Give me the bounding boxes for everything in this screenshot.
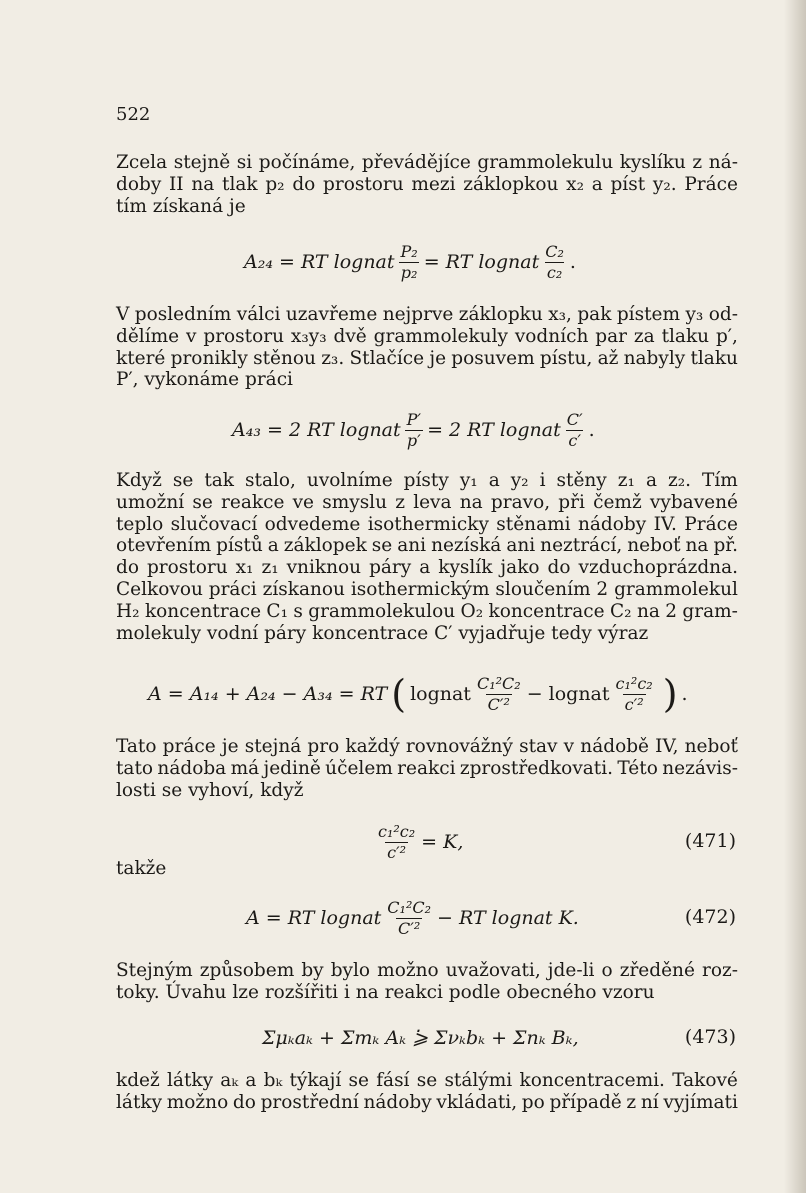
denominator: C′² [398,918,421,938]
denominator: c₂ [546,262,563,282]
equation-a43 [0,400,806,460]
text-line: toky. Úvahu lze rozšířiti i na reakci podle obecného vzoru [116,981,655,1003]
fraction [376,822,417,863]
eq-rhs: = K, [421,831,464,853]
text-line: losti se vyhoví, když [116,779,304,801]
equation-number: (471) [684,830,736,852]
equation-472 [0,888,806,948]
fraction [475,674,523,715]
eq-lhs: A = A₁₄ + A₂₄ − A₃₄ = RT [148,683,388,705]
numerator: c₁²c₂ [378,821,416,841]
text-line: takže [116,858,167,879]
text-line: Stejným způsobem by bylo možno uvažovati, jde-li o zředěné roz- [116,960,738,981]
numerator: P₂ [400,241,418,261]
numerator: C₂ [545,241,564,261]
numerator: C₁²C₂ [387,897,432,917]
equation-number: (473) [684,1026,736,1048]
equation-total-work [0,664,806,724]
equation-a24 [0,232,806,292]
fraction [399,242,420,283]
numerator: c₁²c₂ [615,673,653,693]
denominator: c′ [568,430,581,450]
eq-lhs: A₄₃ = 2 RT lognat [232,419,401,441]
paragraph-3 [116,470,738,644]
text-line: Tato práce je stejná pro každý rovnovážný stav v nádobě IV, neboť [116,736,738,757]
text-line: V posledním válci uzavřeme nejprve záklopku x₃, pak pístem y₃ od- [116,304,738,325]
eq-term: lognat [410,683,471,705]
denominator: p₂ [400,262,418,282]
paragraph-1 [116,152,738,217]
numerator: P′ [406,409,422,429]
paragraph-takze [116,858,738,880]
text-line: kdež látky aₖ a bₖ týkají se fásí se stálými koncentracemi. Takové [116,1070,738,1091]
text-line: H₂ koncentrace C₁ s grammolekulou O₂ koncentrace C₂ na 2 gram- [116,600,738,622]
denominator: c′² [387,842,407,862]
paragraph-6 [116,1070,738,1114]
text-line: molekuly vodní páry koncentrace C′ vyjadřuje tedy výraz [116,622,649,644]
text-line: umožní se reakce ve smyslu z leva na pravo, při čemž vybavené [116,491,738,513]
text-line: Když se tak stalo, uvolníme písty y₁ a y₂ i stěny z₁ a z₂. Tím [116,470,738,491]
text-line: do prostoru x₁ z₁ vniknou páry a kyslík jako do vzduchoprázdna. [116,557,738,579]
eq-mid: = 2 RT lognat [427,419,561,441]
eq-end: . [588,419,595,441]
text-line: P′, vykonáme práci [116,369,293,391]
text-line: Zcela stejně si počínáme, převádějíce grammolekulu kyslíku z ná- [116,152,738,173]
right-paren: ) [662,672,678,716]
text-line: látky možno do prostřední nádoby vkládati, po případě z ní vyjímati [116,1091,738,1113]
text-line: které pronikly stěnou z₃. Stlačíce je posuvem pístu, až nabyly tlaku [116,347,738,369]
denominator: C′² [487,694,510,714]
denominator: c′² [624,694,644,714]
eq-end: . [569,251,576,273]
paragraph-2 [116,304,738,391]
fraction [405,410,423,451]
text-line: teplo slučovací odvedeme isothermicky stěnami nádoby IV. Práce [116,513,738,535]
text-line: tato nádoba má jedině účelem reakci zprostředkovati. Této nezávis- [116,757,738,779]
denominator: p′ [406,430,421,450]
fraction [543,242,566,283]
eq-end: . [681,683,688,705]
numerator: C′ [566,409,583,429]
eq-mid: = RT lognat [423,251,540,273]
numerator: C₁²C₂ [476,673,521,693]
fraction [614,674,655,715]
page-number: 522 [116,104,151,125]
text-line: Celkovou práci získanou isothermickým sloučením 2 grammolekul [116,578,738,600]
fraction [565,410,585,451]
eq-term: − lognat [526,683,610,705]
text-line: otevřením pístů a záklopek se ani nezíská ani neztrácí, neboť na př. [116,535,738,557]
text-line: dělíme v prostoru x₃y₃ dvě grammolekuly vodních par za tlaku p′, [116,325,738,347]
equation-number: (472) [684,906,736,928]
left-paren: ( [391,672,407,716]
eq-lhs: A₂₄ = RT lognat [244,251,395,273]
paragraph-5 [116,960,738,1004]
text-line: tím získaná je [116,195,246,217]
eq-lhs: A = RT lognat [246,907,382,929]
equation-473 [0,1008,806,1068]
paragraph-4 [116,736,738,801]
eq-expr: Σμₖaₖ + Σmₖ Aₖ ⪄ Σνₖbₖ + Σnₖ Bₖ, [262,1027,579,1049]
text-line: doby II na tlak p₂ do prostoru mezi záklopkou x₂ a píst y₂. Práce [116,173,738,195]
fraction [385,898,433,939]
eq-rhs: − RT lognat K. [437,907,579,929]
